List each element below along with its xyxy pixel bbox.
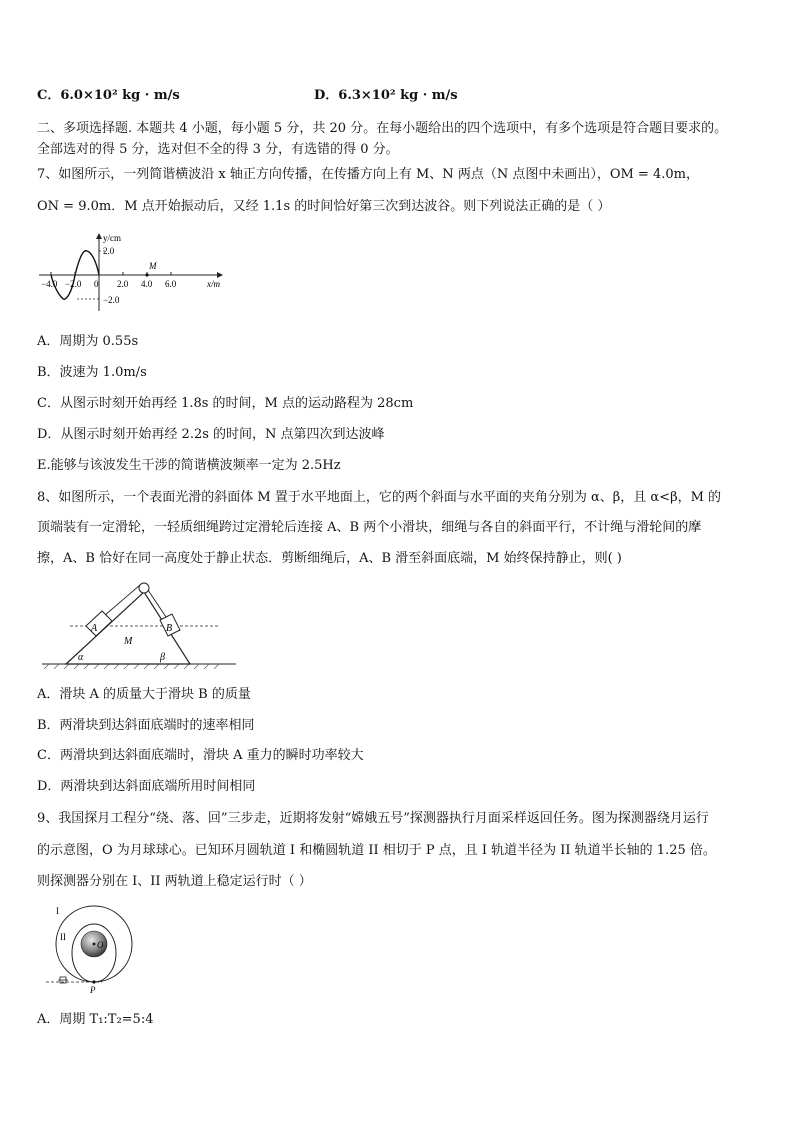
point-p bbox=[92, 980, 95, 983]
orbit-i-label: I bbox=[56, 906, 59, 916]
point-p-label: P bbox=[90, 985, 96, 994]
q8-stem-line1: 8、如图所示，一个表面光滑的斜面体 M 置于水平地面上，它的两个斜面与水平面的夹角分别为 α、β，且 α<β，M 的 bbox=[37, 490, 722, 505]
q9-stem-line2: 的示意图，O 为月球球心。已知环月圆轨道 I 和椭圆轨道 II 相切于 P 点，且 I 轨道半径为 II 轨道半长轴的 1.25 倍。 bbox=[37, 843, 716, 858]
block-b-label: B bbox=[166, 623, 173, 634]
q8-option-c: C．两滑块到达斜面底端时，滑块 A 重力的瞬时功率较大 bbox=[37, 748, 364, 763]
q7-option-d: D．从图示时刻开始再经 2.2s 的时间，N 点第四次到达波峰 bbox=[37, 427, 385, 442]
y-axis-label: y/cm bbox=[103, 233, 121, 243]
incline-m-label: M bbox=[124, 636, 133, 647]
section-two-header: 二、多项选择题. 本题共 4 小题，每小题 5 分，共 20 分。在每小题给出的四个选项中，有多个选项是符合题目要求的。 bbox=[37, 121, 728, 136]
q7-stem-line1: 7、如图所示，一列简谐横波沿 x 轴正方向传播，在传播方向上有 M、N 两点（N 点图中未画出），OM = 4.0m， bbox=[37, 167, 699, 182]
point-m bbox=[145, 273, 148, 276]
x-tick-1: −2.0 bbox=[65, 279, 82, 289]
q7-option-b: B．波速为 1.0m/s bbox=[37, 365, 147, 380]
rope-right bbox=[148, 590, 168, 620]
y-tick-neg: −2.0 bbox=[103, 295, 120, 305]
pulley bbox=[139, 583, 149, 593]
x-tick-2: 0 bbox=[94, 279, 99, 289]
q7-option-e: E.能够与该波发生干涉的简谐横波频率一定为 2.5Hz bbox=[37, 458, 341, 473]
moon-center bbox=[93, 943, 96, 946]
q9-orbit-figure bbox=[40, 902, 140, 994]
x-axis-arrow bbox=[217, 272, 223, 278]
block-a-label: A bbox=[91, 623, 98, 634]
x-tick-0: −4.0 bbox=[41, 279, 58, 289]
y-tick-pos: 2.0 bbox=[103, 246, 115, 256]
q7-wave-graph bbox=[37, 231, 237, 315]
angle-alpha-label: α bbox=[78, 652, 84, 663]
q8-option-d: D．两滑块到达斜面底端所用时间相同 bbox=[37, 779, 256, 794]
q8-stem-line3: 擦，A、B 恰好在同一高度处于静止状态．剪断细绳后，A、B 滑至斜面底端，M 始终保持静止，则( ) bbox=[37, 551, 622, 566]
q8-incline-figure bbox=[40, 578, 240, 670]
y-axis-arrow bbox=[96, 233, 102, 239]
q8-option-b: B．两滑块到达斜面底端时的速率相同 bbox=[37, 718, 255, 733]
q9-stem-line1: 9、我国探月工程分“绕、落、回”三步走，近期将发射“嫦娥五号”探测器执行月面采样返回任务。图为探测器绕月运行 bbox=[37, 811, 709, 826]
x-tick-3: 2.0 bbox=[117, 279, 129, 289]
option-d-momentum: D．6.3×10² kg · m/s bbox=[314, 88, 458, 103]
x-tick-5: 6.0 bbox=[165, 279, 177, 289]
angle-beta-label: β bbox=[160, 652, 165, 663]
x-axis-label: x/m bbox=[207, 279, 220, 289]
section-two-scoring: 全部选对的得 5 分，选对但不全的得 3 分，有选错的得 0 分。 bbox=[37, 142, 399, 157]
q7-stem-line2: ON = 9.0m．M 点开始振动后，又经 1.1s 的时间恰好第三次到达波谷。则下列说法正确的是（ ） bbox=[37, 199, 611, 214]
orbit-ii-label: II bbox=[60, 932, 66, 942]
q8-stem-line2: 顶端装有一定滑轮，一轻质细绳跨过定滑轮后连接 A、B 两个小滑块，细绳与各自的斜面平行，不计绳与滑轮间的摩 bbox=[37, 520, 702, 535]
point-m-label: M bbox=[149, 261, 157, 271]
q7-option-a: A．周期为 0.55s bbox=[37, 334, 139, 349]
q9-option-a: A．周期 T₁:T₂=5:4 bbox=[37, 1012, 154, 1027]
block-a bbox=[86, 611, 112, 636]
q8-option-a: A．滑块 A 的质量大于滑块 B 的质量 bbox=[37, 687, 251, 702]
q7-option-c: C．从图示时刻开始再经 1.8s 的时间，M 点的运动路程为 28cm bbox=[37, 396, 414, 411]
option-c-momentum: C．6.0×10² kg · m/s bbox=[37, 88, 180, 103]
q9-stem-line3: 则探测器分别在 I、II 两轨道上稳定运行时（ ） bbox=[37, 874, 312, 889]
moon-center-label: O bbox=[97, 940, 104, 950]
x-tick-4: 4.0 bbox=[141, 279, 153, 289]
